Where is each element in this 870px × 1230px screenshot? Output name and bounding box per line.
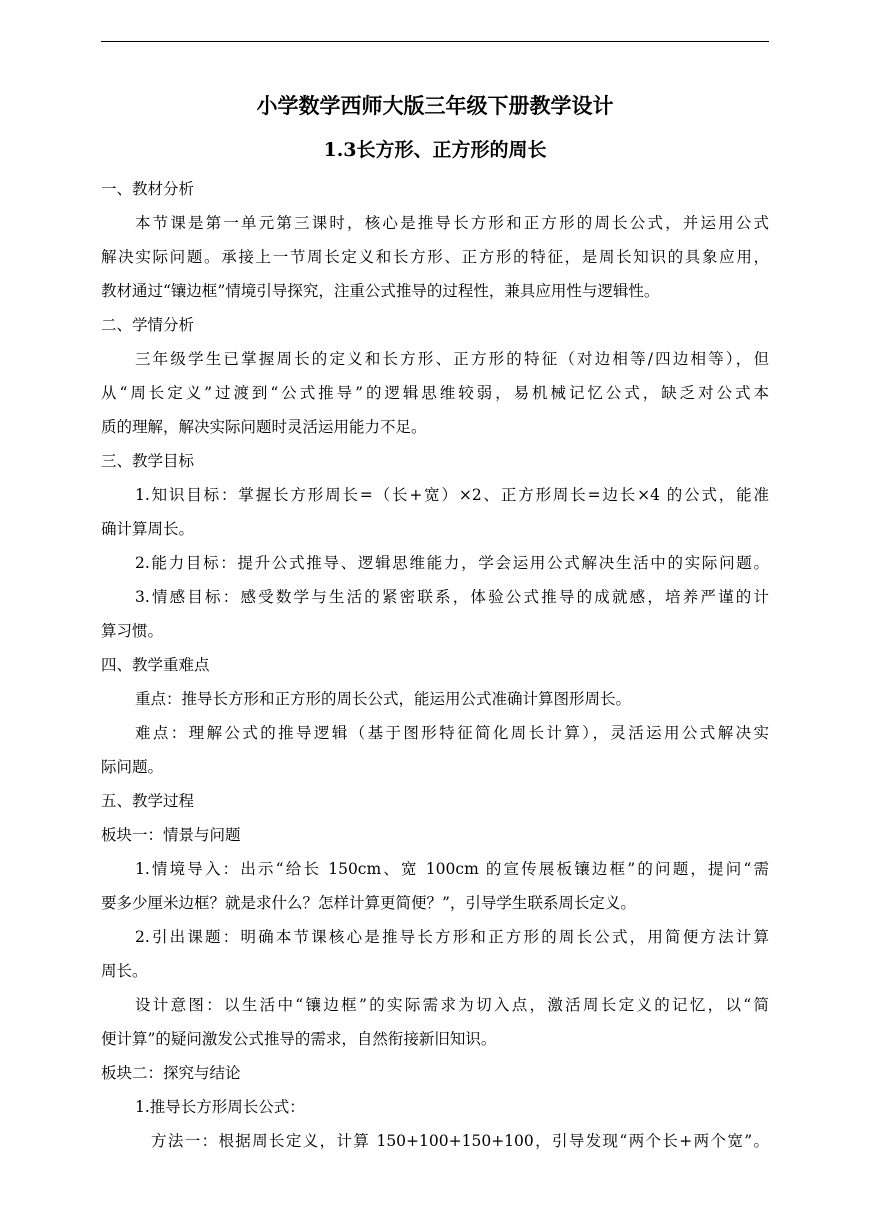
text-line: 三、教学目标 [101,452,195,470]
document-subtitle: 1.3长方形、正方形的周长 [323,139,547,161]
text-line: 方法一：根据周长定义，计算 150+100+150+100，引导发现“两个长+两个宽”。 [151,1132,769,1150]
text-line: 1.知识目标：掌握长方形周长=（长+宽）×2、正方形周长=边长×4 的公式，能准 [135,486,769,504]
text-line: 便计算”的疑问激发公式推导的需求，自然衔接新旧知识。 [101,1030,497,1048]
text-line: 际问题。 [101,758,164,776]
text-line: 重点：推导长方形和正方形的周长公式，能运用公式准确计算图形周长。 [135,690,632,708]
text-line: 周长。 [101,962,148,980]
text-line: 确计算周长。 [101,520,195,538]
text-line: 设计意图：以生活中“镶边框”的实际需求为切入点，激活周长定义的记忆，以“简 [135,996,769,1014]
text-line: 难点：理解公式的推导逻辑（基于图形特征简化周长计算），灵活运用公式解决实 [135,724,769,742]
text-line: 本节课是第一单元第三课时，核心是推导长方形和正方形的周长公式，并运用公式 [135,214,769,232]
text-line: 3.情感目标：感受数学与生活的紧密联系，体验公式推导的成就感，培养严谨的计 [135,588,769,606]
text-line: 三年级学生已掌握周长的定义和长方形、正方形的特征（对边相等/四边相等），但 [135,350,769,368]
text-line: 2.能力目标：提升公式推导、逻辑思维能力，学会运用公式解决生活中的实际问题。 [135,554,769,572]
text-line: 要多少厘米边框？就是求什么？怎样计算更简便？”，引导学生联系周长定义。 [101,894,636,912]
text-line: 解决实际问题。承接上一节周长定义和长方形、正方形的特征，是周长知识的具象应用， [101,248,769,266]
text-line: 1.情境导入：出示“给长 150cm、宽 100cm 的宣传展板镶边框”的问题，提问“需 [135,860,769,878]
text-line: 二、学情分析 [101,316,195,334]
document-body [101,84,769,1158]
text-line: 质的理解，解决实际问题时灵活运用能力不足。 [101,418,427,436]
text-line: 2.引出课题：明确本节课核心是推导长方形和正方形的周长公式，用简便方法计算 [135,928,769,946]
text-line: 板块二：探究与结论 [101,1064,241,1082]
text-line: 板块一：情景与问题 [101,826,241,844]
document-title: 小学数学西师大版三年级下册教学设计 [256,93,614,118]
text-line: 四、教学重难点 [101,656,210,674]
text-line: 五、教学过程 [101,792,195,810]
text-line: 1.推导长方形周长公式： [135,1098,305,1116]
text-line: 从“周长定义”过渡到“公式推导”的逻辑思维较弱，易机械记忆公式，缺乏对公式本 [101,384,769,402]
paragraph-lines [101,172,769,1158]
header-rule [101,41,769,42]
text-line: 算习惯。 [101,622,164,640]
text-line: 一、教材分析 [101,180,195,198]
text-line: 教材通过“镶边框”情境引导探究，注重公式推导的过程性，兼具应用性与逻辑性。 [101,282,660,300]
